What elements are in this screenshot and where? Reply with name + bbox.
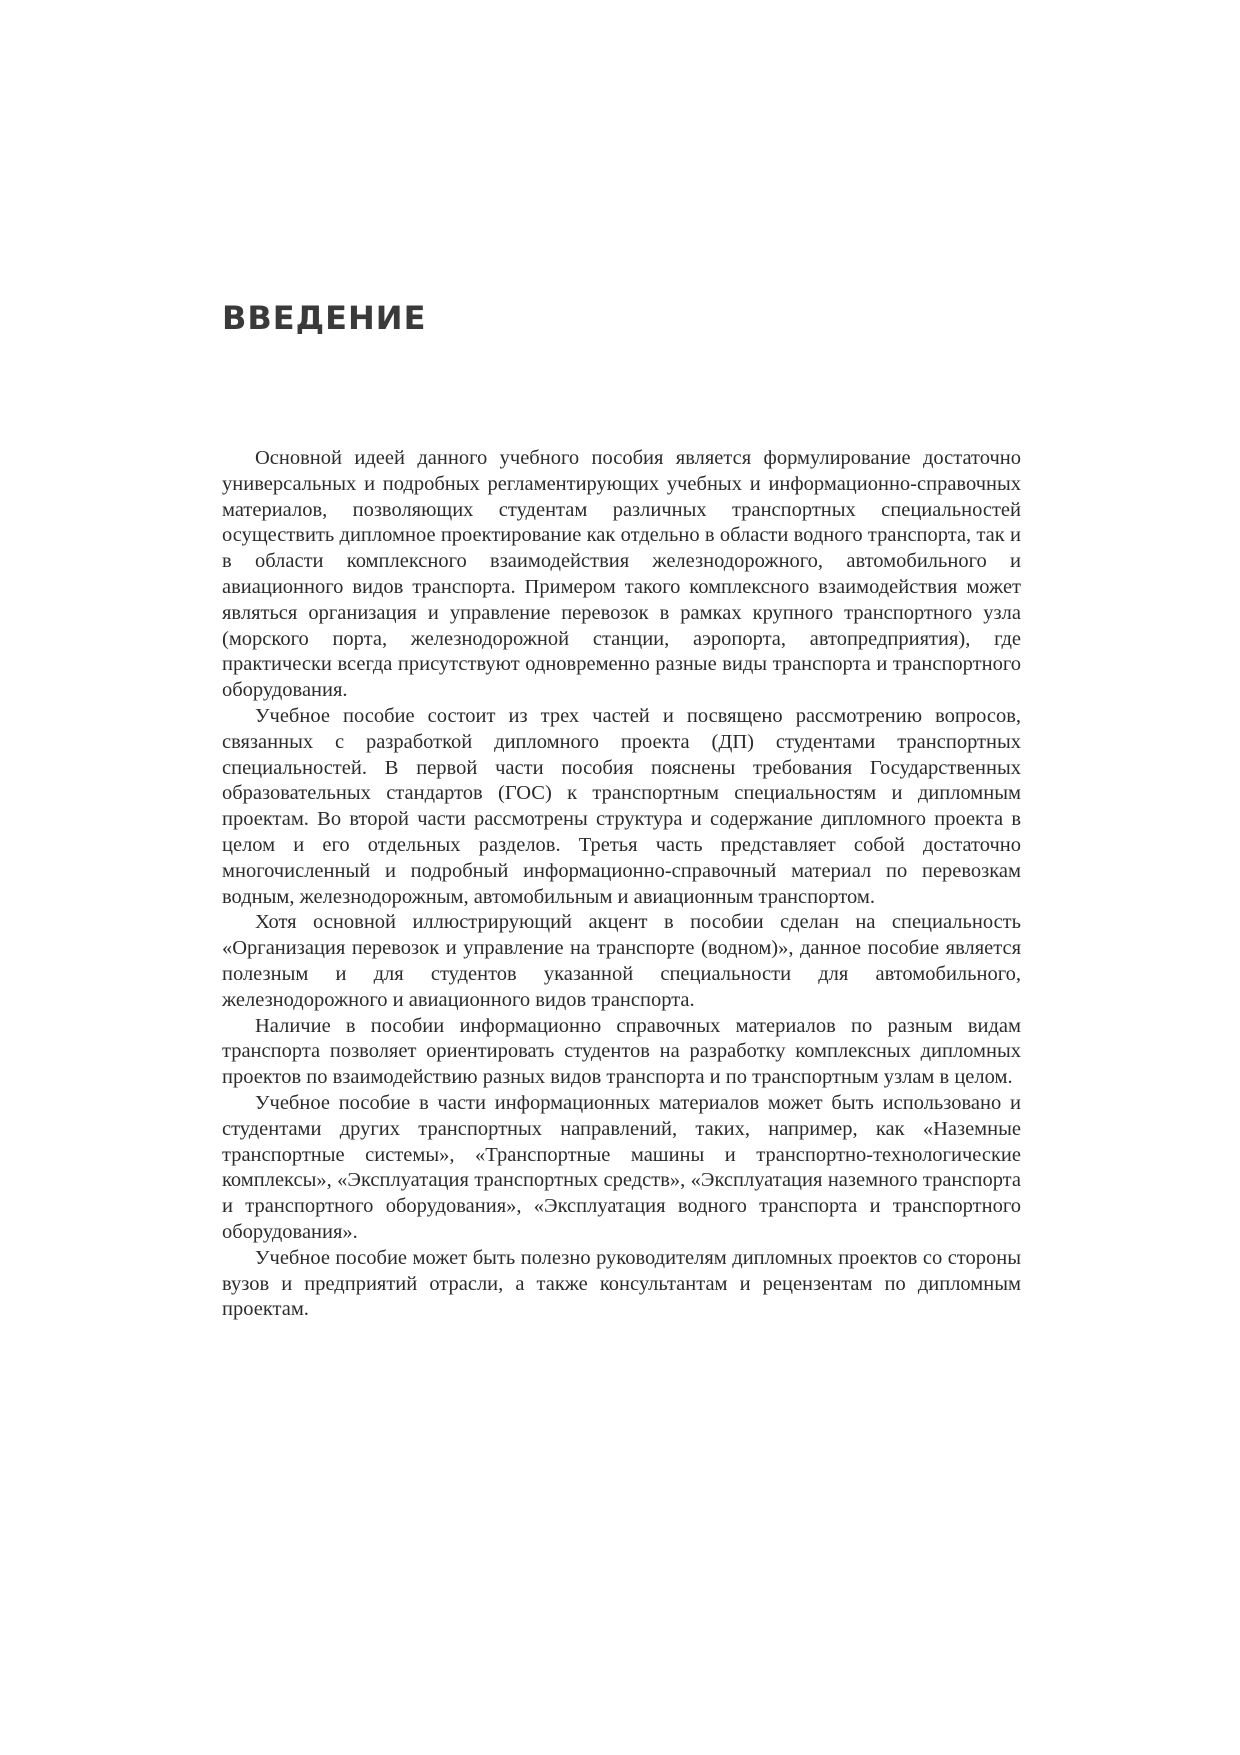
paragraph: Учебное пособие в части информационных материалов может быть использовано и студентами других транспортных направлений, таких, например, как «Наземные транспортные системы», «Транспортные машины и транспортно-технологические комплексы», «Эксплуатация транспортных средств», «Эксплуатация наземного транспорта и транспортного оборудования», «Эксплуатация водного транспорта и транспортного оборудования». [222,1091,1021,1243]
section-heading: ВВЕДЕНИЕ [222,299,427,337]
paragraph: Основной идеей данного учебного пособия является формулирование достаточно универсальных и подробных регламентирующих учебных и информационно-справочных материалов, позволяющих студентам различных транспортных специальностей осуществить дипломное проектирование как отдельно в области водного транспорта, так и в области комплексного взаимодействия железнодорожного, автомобильного и авиационного видов транспорта. Примером такого комплексного взаимодействия может являться организация и управление перевозок в рамках крупного транспортного узла (морского порта, железнодорожной станции, аэропорта, автопредприятия), где практически всегда присутствуют одновременно разные виды транспорта и транспортного оборудования. [222,447,1021,702]
paragraph: Учебное пособие может быть полезно руководителям дипломных проектов со стороны вузов и предприятий отрасли, а также консультантам и рецензентам по дипломным проектам. [222,1246,1021,1321]
paragraph: Хотя основной иллюстрирующий акцент в пособии сделан на специальность «Организация перевозок и управление на транспорте (водном)», данное пособие является полезным и для студентов указанной специальности для автомобильного, железнодорожного и авиационного видов транспорта. [222,911,1021,1011]
paragraph: Учебное пособие состоит из трех частей и посвящено рассмотрению вопросов, связанных с разработкой дипломного проекта (ДП) студентами транспортных специальностей. В первой части пособия пояснены требования Государственных образовательных стандартов (ГОС) к транспортным специальностям и дипломным проектам. Во второй части рассмотрены структура и содержание дипломного проекта в целом и его отдельных разделов. Третья часть представляет собой достаточно многочисленный и подробный информационно-справочный материал по перевозкам водным, железнодорожным, автомобильным и авиационным транспортом. [222,704,1021,908]
paragraph: Наличие в пособии информационно справочных материалов по разным видам транспорта позволяет ориентировать студентов на разработку комплексных дипломных проектов по взаимодействию разных видов транспорта и по транспортным узлам в целом. [222,1014,1021,1089]
introduction-body [222,446,1021,1323]
